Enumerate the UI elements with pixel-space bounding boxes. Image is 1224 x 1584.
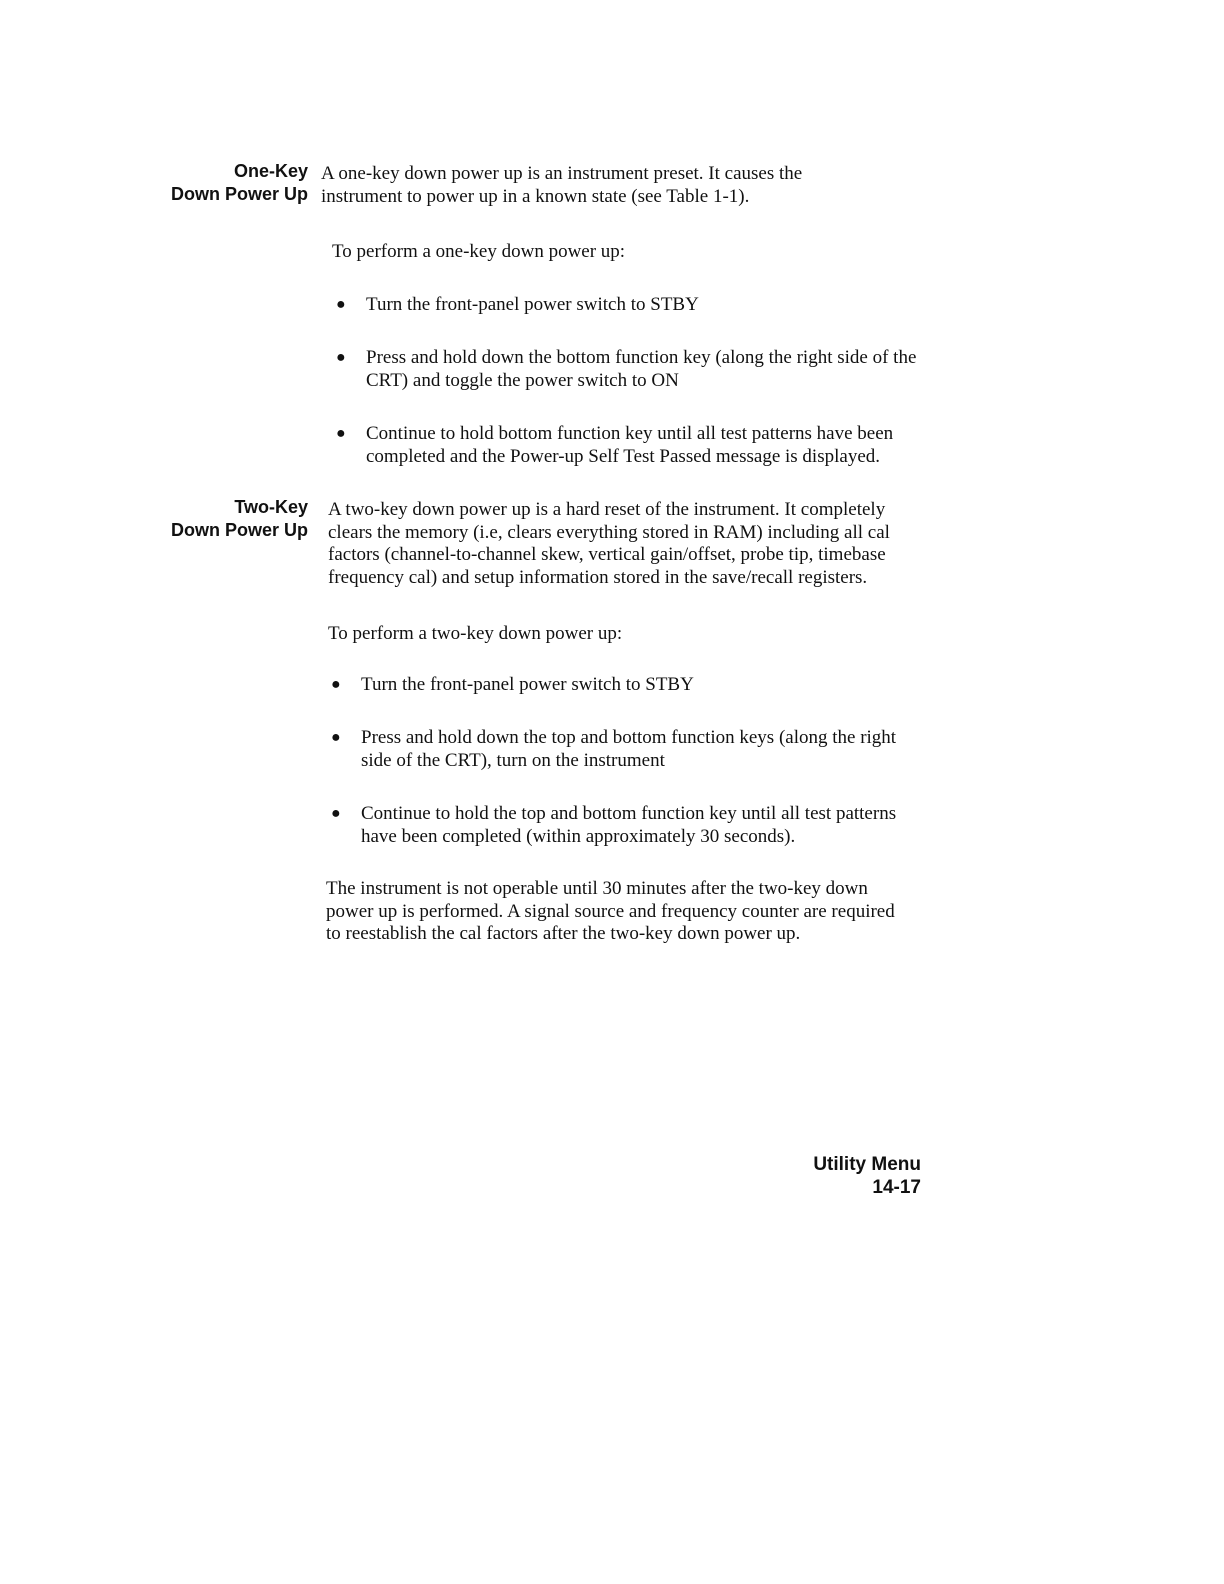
one-key-intro: A one-key down power up is an instrument preset. It causes the instrument to power up in a known state (see Table 1-1). xyxy=(321,163,803,207)
list-item xyxy=(331,727,901,772)
step-text: Press and hold down the top and bottom function keys (along the right side of the CRT), turn on the instrument xyxy=(361,727,897,771)
heading-line: One-Key xyxy=(233,161,308,181)
two-key-lead: To perform a two-key down power up: xyxy=(328,623,623,644)
heading-line: Down Power Up xyxy=(170,520,308,540)
section-heading-one-key xyxy=(140,160,308,206)
bullet-icon: ● xyxy=(331,676,341,693)
two-key-intro: A two-key down power up is a hard reset of the instrument. It completely clears the memory (i.e, clears everything stored in RAM) including all cal factors (channel-to-channel skew, vertical gain/offset, probe tip, timebase frequency cal) and setup information stored in the save/recall registers. xyxy=(328,499,890,588)
step-text: Turn the front-panel power switch to STBY xyxy=(361,674,694,695)
heading-line: Two-Key xyxy=(234,497,308,517)
list-item xyxy=(336,294,936,317)
list-item xyxy=(331,674,931,697)
list-item xyxy=(331,803,901,848)
list-item xyxy=(336,423,936,468)
page-footer xyxy=(813,1153,921,1199)
bullet-icon: ● xyxy=(331,805,341,822)
bullet-icon: ● xyxy=(336,349,346,366)
section-heading-two-key xyxy=(140,496,308,542)
chapter-title: Utility Menu xyxy=(813,1154,921,1175)
one-key-lead: To perform a one-key down power up: xyxy=(332,241,626,262)
heading-line: Down Power Up xyxy=(170,184,308,204)
step-text: Continue to hold bottom function key until all test patterns have been completed and the Power-up Self Test Passed message is displayed. xyxy=(366,423,894,467)
step-text: Turn the front-panel power switch to STBY xyxy=(366,294,699,315)
bullet-icon: ● xyxy=(336,296,346,313)
two-key-note: The instrument is not operable until 30 minutes after the two-key down power up is performed. A signal source and frequency counter are required to reestablish the cal factors after the two-key down power up. xyxy=(326,878,895,944)
bullet-icon: ● xyxy=(336,425,346,442)
list-item xyxy=(336,347,936,392)
step-text: Continue to hold the top and bottom function key until all test patterns have been completed (within approximately 30 seconds). xyxy=(361,803,897,847)
page-number: 14-17 xyxy=(872,1177,921,1198)
step-text: Press and hold down the bottom function key (along the right side of the CRT) and toggle the power switch to ON xyxy=(366,347,917,391)
bullet-icon: ● xyxy=(331,729,341,746)
